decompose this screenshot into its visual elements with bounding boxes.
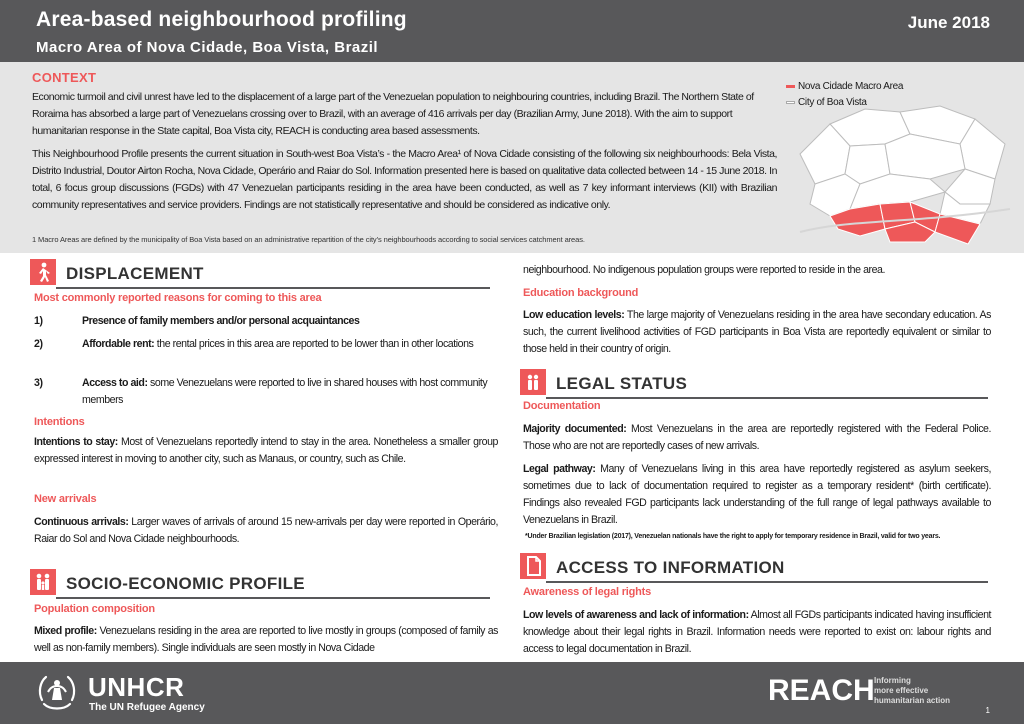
displacement-header: [30, 255, 490, 289]
legal-status-title: LEGAL STATUS: [556, 374, 688, 393]
family-icon: [30, 569, 56, 595]
awareness-bold: Low levels of awareness and lack of information:: [523, 609, 749, 621]
documentation-bold: Majority documented:: [523, 423, 627, 435]
legend-label: Nova Cidade Macro Area: [798, 80, 904, 92]
population-body: Venezuelans residing in the area are reported to live mostly in groups (composed of family as well as non-family members). Single individuals are seen mostly in Nova Cidade: [34, 625, 498, 654]
education-body: The large majority of Venezuelans residing in the area have secondary education. As such, the current livelihood activities of FGD participants in Boa Vista are reportedly equivalent or similar to those held in their country of origin.: [523, 309, 991, 355]
documentation-heading: Documentation: [523, 400, 601, 412]
socio-economic-header: [30, 565, 490, 599]
document-people-icon: [520, 369, 546, 395]
intentions-text: [34, 434, 498, 468]
reasons-heading: Most commonly reported reasons for coming to this area: [34, 292, 322, 304]
list-item: [34, 375, 494, 409]
list-number: 2): [34, 338, 43, 350]
page-number: 1: [985, 706, 990, 715]
legal-pathway-bold: Legal pathway:: [523, 463, 596, 475]
arrivals-body: Larger waves of arrivals of around 15 new-arrivals per day were reported in Operário, Raiar do Sol and Nova Cidade neighbourhoods.: [34, 516, 498, 545]
population-heading: Population composition: [34, 603, 155, 615]
documentation-text: [523, 421, 991, 455]
unhcr-tagline: The UN Refugee Agency: [89, 702, 205, 713]
list-item-bold: Access to aid:: [82, 377, 148, 389]
page-subtitle: Macro Area of Nova Cidade, Boa Vista, Brazil: [36, 39, 379, 56]
section-divider: [56, 287, 490, 289]
section-divider: [546, 581, 988, 583]
section-divider: [56, 597, 490, 599]
list-item-bold: Presence of family members and/or personal acquaintances: [82, 315, 360, 327]
page-title: Area-based neighbourhood profiling: [36, 8, 407, 31]
intentions-heading: Intentions: [34, 416, 85, 428]
page-footer: [0, 662, 1024, 724]
awareness-heading: Awareness of legal rights: [523, 586, 652, 598]
context-footnote: 1 Macro Areas are defined by the municipality of Boa Vista based on an administrative repartition of the city’s neighbourhoods according to social services catchment areas.: [32, 235, 585, 244]
unhcr-emblem-icon: [34, 670, 80, 716]
list-item: [34, 336, 494, 370]
section-divider: [546, 397, 988, 399]
reach-tagline-line: more effective: [874, 686, 929, 695]
legal-pathway-body: Many of Venezuelans living in this area have reportedly registered as asylum seekers, sometimes due to lack of documentation required to register as a temporary resident* (birth certificate). Findings also revealed FGD participants lack understanding of the full range of legal pathways available to Venezuelans in Brazil.: [523, 463, 991, 526]
displacement-title: DISPLACEMENT: [66, 264, 204, 283]
context-heading: CONTEXT: [32, 70, 97, 85]
awareness-body: Almost all FGDs participants indicated having insufficient knowledge about their legal rights in Brazil. Information needs were reported to exist on: labour rights and access to legal documentation in Brazil.: [523, 609, 992, 655]
legislation-note: *Under Brazilian legislation (2017), Venezuelan nationals have the right to apply for temporary residence in Brazil, valid for two years.: [525, 533, 941, 540]
list-number: 3): [34, 377, 43, 389]
walking-person-icon: [30, 259, 56, 285]
population-text-continued: neighbourhood. No indigenous population groups were reported to reside in the area.: [523, 264, 885, 276]
intentions-bold: Intentions to stay:: [34, 436, 118, 448]
context-paragraph-2: This Neighbourhood Profile presents the current situation in South-west Boa Vista’s - the Macro Area¹ of Nova Cidade consisting of the following six neighbourhoods: Bela Vista, Distrito Industrial, Doutor Airton Rocha, Nova Cidade, Operário and Raiar do Sol. Information presented here is based on qualitative data collected between 14 - 15 June 2018. In total, 6 focus group discussions (FGDs) with 47 Venezuelan participants residing in the area have been conducted, as well as 7 key informant interviews (KII) with Brazilian community representatives and service providers. Findings are not statistically representative and should be considered as indicative only.: [32, 148, 777, 211]
list-item-bold: Affordable rent:: [82, 338, 155, 350]
reach-logo-text: REACH: [768, 674, 875, 707]
legal-pathway-text: [523, 461, 991, 529]
arrivals-text: [34, 514, 498, 548]
intentions-body: Most of Venezuelans reportedly intend to stay in the area. Nonetheless a smaller group expressed interest in moving to another city, such as Manaus, or country, such as Chile.: [34, 436, 498, 465]
awareness-text: [523, 607, 991, 658]
reach-tagline-line: humanitarian action: [874, 696, 951, 705]
arrivals-heading: New arrivals: [34, 493, 97, 505]
info-document-icon: [520, 553, 546, 579]
legend-item-macro-area: [786, 78, 903, 94]
documentation-body: Most Venezuelans in the area are reportedly registered with the Federal Police. Those who are not are reportedly cases of new arrivals.: [523, 423, 991, 452]
education-text: [523, 307, 991, 358]
list-number: 1): [34, 315, 43, 327]
publication-date: June 2018: [907, 13, 990, 32]
context-section: [0, 62, 1024, 253]
education-bold: Low education levels:: [523, 309, 625, 321]
access-information-header: [520, 549, 990, 583]
context-paragraph-1: Economic turmoil and civil unrest have led to the displacement of a large part of the Venezuelan population to neighbouring countries, including Brazil. The Northern State of Roraima has absorbed a large part of Venezuelans crossing over to Brazil, with an average of 416 arrivals per day (Brazilian Army, June 2018). With the aim to support humanitarian response in the State capital, Boa Vista city, REACH is conducting area based assessments.: [32, 91, 754, 137]
page-header: [0, 0, 1024, 62]
legal-status-header: [520, 365, 990, 399]
arrivals-bold: Continuous arrivals:: [34, 516, 129, 528]
list-item: [34, 313, 494, 330]
population-bold: Mixed profile:: [34, 625, 97, 637]
boa-vista-map: [790, 104, 1012, 249]
education-heading: Education background: [523, 287, 639, 299]
legend-label: City of Boa Vista: [798, 96, 867, 108]
socio-economic-title: SOCIO-ECONOMIC PROFILE: [66, 574, 305, 593]
list-item-text: the rental prices in this area are reported to be lower than in other locations: [154, 338, 474, 350]
access-information-title: ACCESS TO INFORMATION: [556, 558, 785, 577]
population-text: [34, 623, 498, 657]
legend-swatch-macro-area: [786, 85, 795, 88]
reach-tagline: [874, 676, 950, 706]
list-item-text: some Venezuelans were reported to live in shared houses with host community members: [82, 377, 488, 406]
unhcr-logo-text: UNHCR: [88, 672, 185, 702]
reach-tagline-line: Informing: [874, 676, 911, 685]
